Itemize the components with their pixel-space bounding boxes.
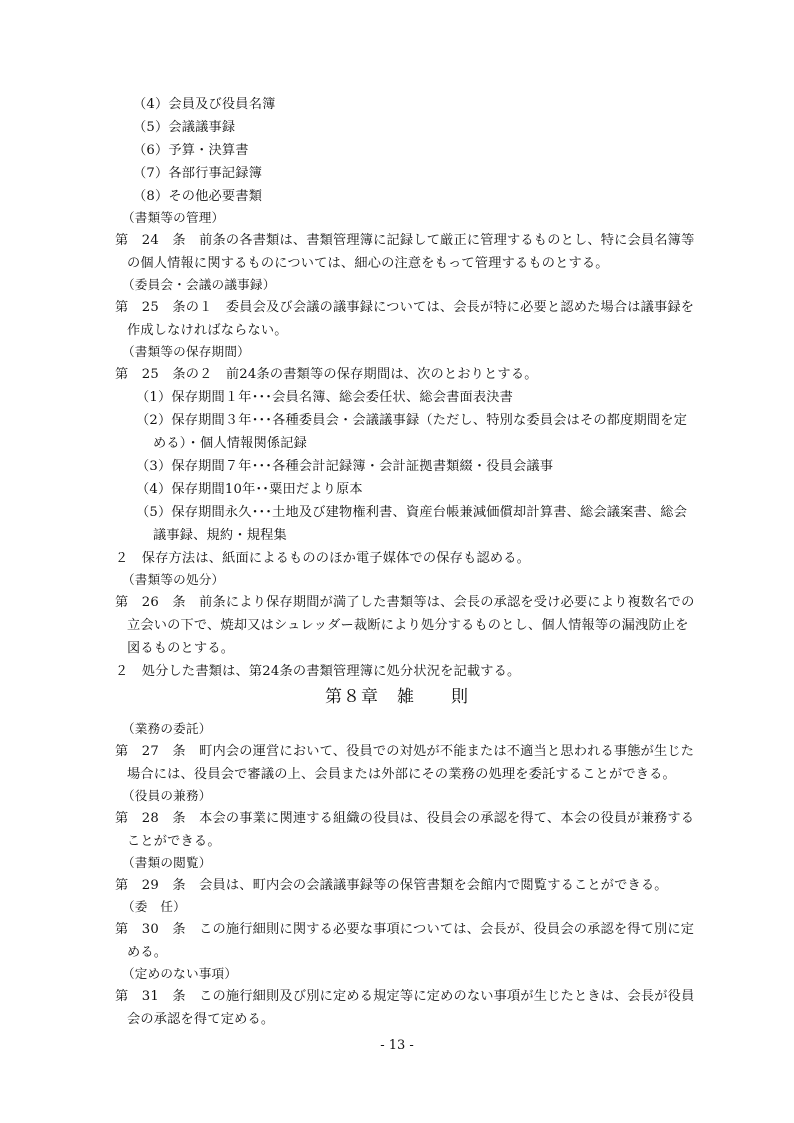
- article-text: 第 28 条 本会の事業に関連する組織の役員は、役員会の承認を得て、本会の役員が兼務する: [115, 811, 695, 826]
- section-heading: （書類等の管理）: [122, 210, 225, 225]
- list-item: （8）その他必要書類: [133, 189, 263, 204]
- chapter-title: 第８章 雑 則: [325, 687, 469, 707]
- article-text: 作成しなければならない。: [127, 323, 288, 338]
- list-item: （2）保存期間３年･･･各種委員会・会議議事録（ただし、特別な委員会はその都度期間を定: [136, 413, 688, 428]
- list-item: （7）各部行事記録簿: [133, 166, 263, 181]
- article-text: ２ 保存方法は、紙面によるもののほか電子媒体での保存も認める。: [115, 551, 531, 566]
- list-item: （5）会議議事録: [133, 120, 236, 135]
- article-text: 第 25 条の１ 委員会及び会議の議事録については、会長が特に必要と認めた場合は議事録を: [115, 300, 695, 315]
- section-heading: （業務の委託）: [122, 721, 212, 736]
- article-text: 第 27 条 町内会の運営において、役員での対処が不能または不適当と思われる事態が生じた: [115, 744, 695, 759]
- section-heading: （委 任）: [122, 899, 186, 914]
- article-text: 第 25 条の２ 前24条の書類等の保存期間は、次のとおりとする。: [115, 367, 538, 382]
- article-text: 第 30 条 この施行細則に関する必要な事項については、会長が、役員会の承認を得て別に定: [115, 922, 695, 937]
- article-text: 第 31 条 この施行細則及び別に定める規定等に定めのない事項が生じたときは、会長が役員: [115, 989, 695, 1004]
- article-text: 立会いの下で、焼却又はシュレッダー裁断により処分するものとし、個人情報等の漏洩防止を: [127, 618, 689, 633]
- section-heading: （役員の兼務）: [122, 788, 212, 803]
- section-heading: （委員会・会議の議事録）: [122, 277, 276, 292]
- article-text: の個人情報に関するものについては、細心の注意をもって管理するものとする。: [127, 256, 609, 271]
- list-item: 議事録、規約・規程集: [153, 528, 287, 543]
- list-item: （4）会員及び役員名簿: [133, 97, 276, 112]
- article-text: 図るものとする。: [127, 641, 235, 656]
- article-text: 第 24 条 前条の各書類は、書類管理簿に記録して厳正に管理するものとし、特に会員名簿等: [115, 233, 695, 248]
- list-item: める）・個人情報関係記録: [153, 436, 308, 451]
- article-text: ２ 処分した書類は、第24条の書類管理簿に処分状況を記載する。: [115, 664, 521, 679]
- article-text: ことができる。: [127, 834, 221, 849]
- article-text: 会の承認を得て定める。: [127, 1012, 275, 1027]
- list-item: （1）保存期間１年･･･会員名簿、総会委任状、総会書面表決書: [136, 390, 514, 405]
- list-item: （4）保存期間10年･･粟田だより原本: [136, 482, 363, 497]
- section-heading: （書類の閲覧）: [122, 855, 212, 870]
- section-heading: （定めのない事項）: [122, 966, 238, 981]
- article-text: 場合には、役員会で審議の上、会員または外部にその業務の処理を委託することができる。: [127, 767, 676, 782]
- section-heading: （書類等の保存期間）: [122, 344, 250, 359]
- list-item: （6）予算・決算書: [133, 143, 249, 158]
- list-item: （5）保存期間永久･･･土地及び建物権利書、資産台帳兼減価償却計算書、総会議案書、総会: [136, 505, 688, 520]
- article-text: める。: [127, 945, 168, 960]
- article-text: 第 29 条 会員は、町内会の会議議事録等の保管書類を会館内で閲覧することができる。: [115, 878, 668, 893]
- page-number: - 13 -: [380, 1038, 414, 1053]
- list-item: （3）保存期間７年･･･各種会計記録簿・会計証拠書類綴・役員会議事: [136, 459, 554, 474]
- article-text: 第 26 条 前条により保存期間が満了した書類等は、会長の承認を受け必要により複数名での: [115, 595, 695, 610]
- section-heading: （書類等の処分）: [122, 572, 225, 587]
